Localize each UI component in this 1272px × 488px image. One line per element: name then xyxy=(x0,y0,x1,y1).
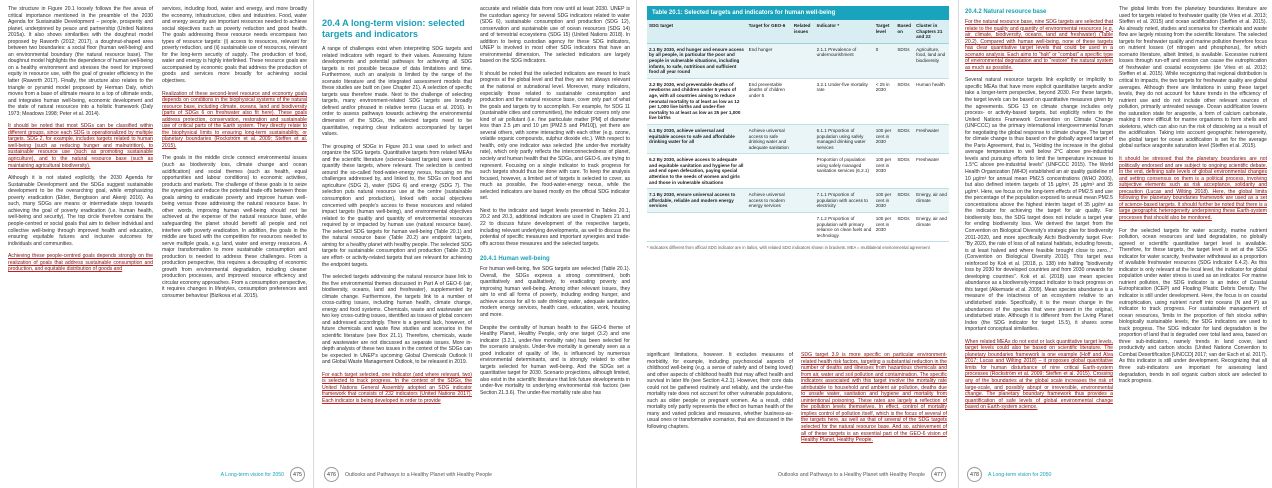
paragraph: Next to the indicator and target levels presented in Tables 20.1, 20.2 and 20.3, additional indicators are used in Chapters 21 and 22 to discuss future development of the respective targets, including relevant underlying developments, as well to discuss the potential of specific measures and important synergies and trade-offs across these measures and the selected targets. xyxy=(480,207,630,247)
paragraph: For human well-being, five SDG targets are selected (Table 20.1). Overall, the SDGs express a strong commitment, both quantitatively and qualitatively, to eradicating poverty and improving human well-being. Among other relevant issues, they aim to end all forms of poverty, including ending hunger, and achieve access for all to safe drinking water, adequate sanitation, modern energy services, health care, education, work, housing and more. xyxy=(480,266,630,318)
footer-text: A Long-term vision for 2050 xyxy=(220,471,284,478)
paragraph: The global limits from the planetary boundaries literature are used for targets related to freshwater quality (de Vries et al. 2013; Steffen et al. 2015) and ocean acidification (Steffen et al. 2015). As already noted, studies and scenarios for chemicals and waste flow are largely missing from the scientific literature. The selected targets for freshwater quality and marine pollution therefore focus on nutrient losses (of nitrogen and phosphorus), for which scenario literature, albeit limited, is available. Excessive nutrient losses through run-off and erosion can cause the eutrophication of freshwater and coastal ecosystems (de Vries et al. 2013; Steffen et al. 2015). While recognizing that regional distribution is critical to impacts, the two targets for freshwater quality are global averages. Although there are limitations in using these target levels, they do not account for future trends in the efficiency of nutrient use and do not include other relevant sources of pollution, primarily untreated sewage. Ocean acidification lowers the saturation state for aragonite, a form of calcium carbonate, making it more difficult for marine organisms to form shells and skeletons, which can also run the risk of dissolving as a result of the acidification. Taking into account geographic heterogeneity, the global target for ocean acidification is set for the average global surface aragonite saturation level (Steffen et al. 2015). xyxy=(1119,6,1267,150)
table-cell: 3.2 By 2030, end preventable deaths of newborns and children under 5 years of age, with all countries aiming to reduce neonatal mortality to at least as low as 12 per 1,000 live births and under-five mortality to at least as low as 25 per 1,000 live births xyxy=(647,78,747,124)
paragraph: For each target selected, one indicator (and where relevant, two) is selected to track progress. In the context of the SDGs, the United Nations General Assembly adopted an SDG indicator framework that consists of 232 indicators (United Nations 2017). Each indicator is being developed in order to provide xyxy=(322,371,472,404)
table-cell: SDGs xyxy=(895,189,914,213)
page-477-column-2 xyxy=(801,352,947,450)
table-cell: 6.1 By 2030, achieve universal and equitable access to safe and affordable drinking water for all xyxy=(647,124,747,153)
footer-text: Outlooks and Pathways to a Healthy Planet with Healthy People xyxy=(345,471,493,478)
table-cell xyxy=(792,189,815,213)
paragraph: It should be stressed that the planetary boundaries are not politically endorsed and are subject to ongoing scientific debate. In the end, defining safe levels of global environmental changes and setting consensus on them is a political process, involving subjective elements such as risk acceptance, solidarity and precaution (Lucas and Wilting 2018). Here, the global limits following the planetary boundaries framework are used as a set of science-based targets. It should further be noted that there is a large geographic heterogeneity underpinning these Earth-system processes that should also be monitored. xyxy=(1119,156,1267,221)
subsection-title: 20.4.2 Natural resource base xyxy=(965,9,1047,15)
table-cell xyxy=(792,213,815,242)
table-cell: Proportion of population using safely managed sanitation services (6.2.1) xyxy=(815,154,874,189)
table-cell: End hunger xyxy=(747,43,792,78)
table-row xyxy=(647,213,949,242)
page-475-column-2 xyxy=(162,6,307,306)
column-header: Related issues xyxy=(792,20,815,43)
paragraph: accurate and reliable data from now until at least 2030. UNEP is the custodian agency for several SDG indicators related to water (SDG 6), sustainable consumption and production (SDG 12), conservation and sustainable use of ocean resources (SDG 14) and of terrestrial ecosystems (SDG 15) (United Nations 2018). In addition to being custodian agency for these SDG indicators, UNEP is involved in most other SDG indicators that have an environmental dimension. The selected indicators are largely based on the SDG indicators. xyxy=(480,6,630,65)
paragraph: The selected targets addressing the natural resource base link to the five environmental themes discussed in Part A of GEO-6 (air, biodiversity, oceans, land and freshwater), supplemented by climate change. Furthermore, the targets link to a number of cross-cutting issues, including human health, climate change, energy and food systems. Chemicals, waste and wastewater are two key cross-cutting issues, identified as issues of global concern and addressed accordingly. There is a general lack, however, of future chemicals and waste flow studies and scenarios in the scientific literature (see Box 21.1). Therefore, chemicals, waste and wastewater are not discussed as separate issues. More in-depth analysis of these two issues in the context of the SDGs can be expected in UNEP's upcoming Global Chemicals Outlook II and Global Waste Management Outlook, to be released in 2019. xyxy=(322,274,472,366)
page-475 xyxy=(0,0,314,488)
page-477-footer xyxy=(778,467,946,482)
table-cell: Freshwater xyxy=(914,124,949,153)
table-20-1 xyxy=(647,6,949,250)
table-cell: 7.1.2 Proportion of population with primary reliance on clean fuels and technology xyxy=(815,213,874,242)
table-cell: 7.1.1 Proportion of population with access to electricity xyxy=(815,189,874,213)
table-cell: SDGs xyxy=(895,43,914,78)
table-cell: 100 per cent in 2030 xyxy=(874,213,896,242)
paragraph: It should be noted that most SDGs can be classified within different groups, since each SDG is operationalized by multiple targets. SDG 2, for example, includes targets related to human well-being (such as reducing hunger and malnutrition), to sustainable resource use (such as promoting sustainable agriculture), and to the natural resource base (such as maintaining agricultural biodiversity). xyxy=(8,123,153,169)
column-header: Target level xyxy=(874,20,896,43)
table-cell: 100 per cent in 2030 xyxy=(874,154,896,189)
table-cell xyxy=(792,124,815,153)
table-cell: SDGs xyxy=(895,213,914,242)
table-cell: Agriculture, food, land and biodiversity xyxy=(914,43,949,78)
page-476-column-1 xyxy=(322,6,472,410)
paragraph: When related MEAs do not exist or lack quantitative target levels, target levels could also be based on scientific literature. The planetary boundaries framework is one example (Hoff and Alva 2017; Lucas and Wilting 2018) – it proposes global quantitative limits for human disturbance of nine critical Earth-system processes (Rockström et al. 2009; Steffen et al. 2015). Crossing any of the boundaries at the global scale increases the risk of large-scale, and possibly abrupt or irreversible, environmental change. The planetary boundary framework thus provides a quantification of safe levels of global environmental change based on Earth-system science. xyxy=(965,338,1113,411)
page-478-footer xyxy=(967,467,1051,482)
page-476-footer xyxy=(324,467,492,482)
column-header: Based on xyxy=(895,20,914,43)
page-476-column-2 xyxy=(480,6,630,403)
table-row xyxy=(647,124,949,153)
table-cell: Energy, air and climate xyxy=(914,189,949,213)
page-475-column-1 xyxy=(8,6,153,279)
page-478-column-1 xyxy=(965,6,1113,417)
page-477 xyxy=(636,0,954,488)
paragraph: The grouping of SDGs in Figure 20.1 was used to select and organize the SDG targets. Quantitative targets from related MEAs and the scientific literature (science-based targets) were used to quantify these targets, where relevant. The selection is centred around the so-called food-water-energy nexus, focusing on the challenges addressed by, and linked to, the SDGs on food and agriculture (SDG 2), water (SDG 6) and energy (SDG 7). The selection puts natural resource use at the centre (sustainable consumption and production), linked with social objectives concerned with people's access to these resources and related impact targets (human well-being), and environmental objectives related to the quality and quantity of environmental resources required by or impacted by human use (natural resource base). The selected SDG targets for human well-being (Table 20.1) and the natural resource base (Table 20.2) are endpoint targets, aiming for a healthy planet with healthy people. The selected SDG targets for sustainable consumption and production (Table 20.3) are effort- or activity-related targets that are relevant for achieving the endpoint targets. xyxy=(322,143,472,268)
column-header: SDG target xyxy=(647,20,747,43)
table-row xyxy=(647,78,949,124)
page-478-column-2 xyxy=(1119,6,1267,391)
table-cell: Achieve universal access to safe drinking water and adequate sanitation xyxy=(747,124,792,153)
column-header: Indicator * xyxy=(815,20,874,43)
table-header-row xyxy=(647,20,949,43)
paragraph: Despite the centrality of human health to the GEO-6 theme of Healthy Planet, Healthy People, only one target (3.2) and one indicator (3.2.1, under-five mortality rate) has been selected for the scenario analysis. Under-five mortality is generally seen as a good indicator of quality of life, is influenced by numerous environmental determinants, and is strongly related to other targets selected for human well-being. And the SDGs set a quantitative target for 2030. Scenario projections, although limited, also exist in the scientific literature that link future developments in under-five mortality to underlying environmental risk factors (see Section 21.3.6). The under-five mortality rate also has xyxy=(480,324,630,396)
paragraph: The structure in Figure 20.1 loosely follows the five areas of critical importance mentioned in the preamble of the 2030 Agenda for Sustainable Development – people, prosperity and planet, underpinned by peace and partnership (United Nations 2015a). It also shows similarities with the doughnut model proposed by Raworth (2012; 2017), a doughnut-shaped area between two boundaries: a social floor (human well-being) and an environmental boundary (the natural resource base). The doughnut model highlights the dependence of human well-being on a healthy environment and stresses the need for improved equity in resource use, with the goal of greater efficiency in the latter (Raworth 2017). Finally, the structure also relates to the triangle or pyramid model proposed by Herman Daly, which moves from a base of ultimate means to a top of ultimate ends, and integrates human well-being, economic development and the state of natural resources into a holistic framework (Daly 1973; Meadows 1998; Peter et al. 2014). xyxy=(8,6,153,117)
paragraph: Realization of these second-level resource and economy goals depends on conditions in the biophysical systems of the natural resource base, including climate, oceans, land and biodiversity (parts of SDGs 6 on freshwater also fit here). These goals address protection, conservation, restoration and sustainable use of critical parts of the Earth system. They directly relate to the biophysical limits to ensuring long-term sustainability, or planetary boundaries (Rockström et al. 2009; Steffen et al. 2015). xyxy=(162,90,307,149)
table-cell xyxy=(747,154,792,189)
table-cell xyxy=(792,78,815,124)
footer-text: Outlooks and Pathways to a Healthy Planet with Healthy People xyxy=(777,471,925,478)
table-cell xyxy=(792,43,815,78)
table-cell: End preventable deaths of children under 5 xyxy=(747,78,792,124)
page-476 xyxy=(318,0,636,488)
paragraph: SDG target 3.9 is more specific on particular environment-related health risk factors, targeting a substantial reduction in the number of deaths and illnesses from hazardous chemicals and from air, water and soil pollution and contamination. The specific indicators associated with this target involve the mortality rate attributable to household and ambient air pollution, deaths due to unsafe water, sanitation and hygiene and mortality from unintentional poisoning. These rates are largely a reflection of the pollution levels themselves. In effect, control of mortality implies control of pollution itself, which is the focus of several of the targets here, as well as that of several of the SDG targets selected for the natural resource base. And so, achievement of all of these targets is an essential part of the GEO-6 vision of Healthy Planet, Healthy People. xyxy=(801,352,947,444)
page-number: 477 xyxy=(931,467,946,482)
paragraph: For the natural resource base, nine SDG targets are selected that relate to the quality and quantity of environmental resources (e.g. air, climate, biodiversity, oceans, land and freshwater) (Table 20.2). Compared with human well-being, none of these targets has clear quantitative target levels that could be used in a scenario analysis. Each aims to "halt" or "combat" a specific type of environmental degradation and to "restore" the natural system as much as possible. xyxy=(965,19,1113,71)
table-cell: 7.1 By 2030, ensure universal access to affordable, reliable and modern energy services xyxy=(647,189,747,213)
table-cell: SDGs xyxy=(895,154,914,189)
table-cell: 6.1.1 Proportion of population using safely managed drinking water services xyxy=(815,124,874,153)
page-477-column-1 xyxy=(647,352,793,437)
paragraph: A range of challenges exist when interpreting SDG targets and related indicators with regard to their values. Assessing future developments and potential pathways for achieving all SDG targets is not possible because of data limitations and time. Furthermore, such an analysis is limited by the range of the scenario literature and the integrated assessment models that these studies are built on (see Chapter 21). A selection of specific targets was therefore made. Next to the challenge of selecting targets, many environment-related SDG targets are broadly defined and/or phrased in relative terms (Lucas et al. 2016). In order to assess pathways towards achieving the environmental dimension of the SDGs, the selected targets need to be quantitative, requiring clear indicators accompanied by target values. xyxy=(322,46,472,138)
table-cell: SDGs xyxy=(895,124,914,153)
table-cell: 100 per cent in 2030 xyxy=(874,189,896,213)
table-row xyxy=(647,189,949,213)
targets-table xyxy=(647,20,949,242)
paragraph: significant limitations, however. It excludes measures of morbidity, for example, including psychosocial aspects of childhood well-being (e.g. a sense of safety and of being loved) and other aspects of childhood health that may affect health and survival in later life (see Section 4.2.1). However, their core data could not be gathered routinely and reliably, and the under-five mortality rate does not account for other vulnerable populations, such as older people or pregnant women. As a result, child mortality only partly represents the effect on human health of the many and varied policies and measures, whether business-as-usual ones or transformative scenarios, that are discussed in the following chapters. xyxy=(647,352,793,431)
table-cell: SDGs xyxy=(895,78,914,124)
table-cell: < 25 in 2030 xyxy=(874,78,896,124)
paragraph: For the selected targets for water scarcity, marine nutrient pollution, ocean resources and land degradation, no globally agreed or scientific quantitative target level is available. Therefore, for these targets, the target level is set at the SDG indicator for water scarcity, freshwater withdrawal as a proportion of available freshwater resources (SDG indicator 6.4.2). As this indicator is only relevant at the local level, the indicator for global population under water stress is used as an indicator. For marine nutrient pollution, the SDG indicator is an index of Coastal Eutrophication (ICEP) and Floating Plastic Debris Density. The indicator is still under development. Here, the focus is on coastal eutrophication, using nutrient runoff into oceans (N and P) as indicator to track progress. For sustainable management of ocean resources, 'limits in the proportion of fish stocks within biologically sustainable levels, the SDG indicators are used to track progress. The SDG indicator for land degradation is the proportion of land that is degraded over total land area, based on three sub-indicators, namely trends in land cover, land productivity and carbon stocks (United Nations Convention to Combat Desertification [UNCCD] 2017; van der Esch et al. 2017). As this indicator is still under development. Recognizing that all three sub-indicators are important for assessing land degradation, trends in soil organic carbon stock are selected to track progress. xyxy=(1119,227,1267,385)
table-cell: Energy, air and climate xyxy=(914,213,949,242)
paragraph: It should be noted that the selected indicators are meant to track progress at the global level and that they are not always relevant at the national or subnational level. Moreover, many indicators, especially those related to sustainable consumption and production and the natural resource base, cover only part of what the goals and targets try to accomplish. For example, for SDG 11 (sustainable cities and communities), the indicator covers only one kind of air pollutant (i.e. fine particulate matter [PM] of diameter less than 2.5 μm and 10 μm [PM2.5 and PM10]), yet there are several others, with some interacting with each other (e.g. ozone, volatile organic compounds, sulphur dioxide etc.). With respect to health, only one indicator was selected (the under-five mortality rate), which only partly reflects the interconnectedness of planet, society and human health that the SDGs, and GEO-6, are trying to represent. Focusing on a single indicator to track progress for such targets should thus be done with care. To keep the analysis focused, however, a limited set of targets is selected to cover, as much as possible, the food-water-energy nexus, while the selected indicators are based mostly on the official SDG indicator set. xyxy=(480,70,630,202)
paragraph: Several natural resource targets link explicitly or implicitly to specific MEAs that have more explicit quantitative targets and/or take a longer-term perspective, beyond 2030. For these targets, the target levels can be based on quantitative measures given by the agreements. SDG 13 on climate change includes only process- or activity-based targets, but explicitly refers to the United Nations Framework Convention on Climate Change (UNFCCC) as the primary international intergovernmental forum for negotiating the global response to climate change. The target for climate change is thus based on the globally agreed target of the Paris Agreement, that is, "Holding the increase in the global average temperature to well below 2°C above pre-industrial levels and pursuing efforts to limit the temperature increase to 1.5°C above pre-industrial levels" (UNFCCC 2015). The World Health Organization (WHO) established an air quality guideline of 10 μg/m³ for annual mean PM2.5 concentrations (WHO 2006), but also defined interim targets of 15 μg/m³, 25 μg/m³ and 35 μg/m³. Here, we focus on the long-term effects of PM2.5 and use the percentage of the population exposed to annual mean PM2.5 concentrations above the highest interim target of 35 μg/m³ as the indicator for achieving the target for air quality. For biodiversity loss, the SDG target does not include a target year for ending biodiversity loss. We derived the target from the Convention on Biological Diversity's strategic plan for biodiversity 2011-2020, and more specifically Aichi Biodiversity target Five: "By 2020, the rate of loss of all natural habitats, including forests, is at least halved and where feasible brought close to zero..." (Convention on Biological Diversity 2010). This target was reinforced by Kok et al. (2018, p. 138) into halting "biodiversity loss by 2030 for developed countries and from 2030 onwards for developing countries". Kok et al. (2018) use mean species abundance as a biodiversity-impact indicator to track progress on this target (Alkemade et al. 2009). Mean species abundance is a measure of the intactness of an ecosystem relative to an undisturbed state. Specifically, it is the mean change in the abundances of the species that were present in the original, undisturbed state. Although it is different from the Living Planet Index (the SDG indicator for target 15.5), it shares some important conceptual similarities. xyxy=(965,77,1113,333)
footer-text: A Long-term vision for 2050 xyxy=(988,471,1052,478)
table-cell: Human health xyxy=(914,78,949,124)
page-number: 475 xyxy=(290,467,305,482)
table-cell: Freshwater xyxy=(914,154,949,189)
table-cell: 3.2.1 Under-five mortality rate xyxy=(815,78,874,124)
table-cell: 6.2 By 2030, achieve access to adequate and equitable sanitation and hygiene for all and end open defecation, paying special attention to the needs of women and girls and those in vulnerable situations xyxy=(647,154,747,189)
paragraph: Although it is not stated explicitly, the 2030 Agenda for Sustainable Development and the SDGs suggest sustainable development to be the overarching goal, while emphasizing poverty eradication (Elder, Bengtsson and Akenji 2016). As such, many SDGs are means or intermediate steps towards achieving the goal of poverty eradication (i.e. human health, well-being and security). The top circle therefore contains the people-centred or social goals that aim to deliver individual and collective well-being through improved health and education, ensuring equitable futures and inclusive outcomes for individuals and communities. xyxy=(8,175,153,247)
paragraph: services, including food, water and energy, and more broadly the economy, infrastructure, cities and industries. Food, water and energy security are important resources needed to achieve social objectives such as poverty reduction and good health. The goals addressing these resource needs encompass two types of resource targets: (i) access to resources, relevant for poverty reduction, and (ii) sustainable use of resources, relevant for the long-term security of supply. The production of food, water and energy is highly interlinked. These resource goals are accompanied by economic goals that address the production of goods and services more broadly for achieving social objectives. xyxy=(162,6,307,85)
column-header: Target for GEO-6 xyxy=(747,20,792,43)
table-cell: 2.1 By 2030, end hunger and ensure access by all people, in particular the poor and people in vulnerable situations, including infants, to safe, nutritious and sufficient food all year round xyxy=(647,43,747,78)
paragraph: The goals in the middle circle connect environmental issues (such as biodiversity loss, climate change and ocean acidification) and social themes (such as health, equal opportunities and labour conditions) to economic activities, products and markets. The challenge of these goals is to seize the synergies and reduce the potential trade-offs between those goals aiming to eradicate poverty and improve human well-being versus those addressing the natural resource base. In other words, improving human well-being should not be achieved at the expense of the natural resource base, while safeguarding the planet should benefit all people and not interfere with poverty eradication. In addition, the goals in the middle are faced with the competition for resources needed to serve multiple goals, e.g. land, water and energy resources. A major transformation to more sustainable consumption and production is needed to address these challenges. From a production perspective, this requires a decoupling of economic growth from environmental degradation, including cleaner production processes, and improved resource efficiency and circular economy approaches. From a consumption perspective, it requires changes in lifestyles, consumption preferences and consumer behaviour (Bizikova et al. 2015). xyxy=(162,155,307,299)
subsection-title: 20.4.1 Human well-being xyxy=(480,256,550,263)
table-cell: 2.1.1 Prevalence of undernourishment xyxy=(815,43,874,78)
page-number: 476 xyxy=(324,467,339,482)
section-title: 20.4 A long-term vision: selected targets and indicators xyxy=(322,18,465,39)
page-number: 478 xyxy=(967,467,982,482)
table-note: * Indicators different from official SDG indicator are in italics, with related SDG indicators shown in brackets. MEA = multilateral environmental agreement xyxy=(647,245,930,251)
table-cell xyxy=(792,154,815,189)
table-cell: 0 xyxy=(874,43,896,78)
table-cell: Achieve universal access to modern energy services xyxy=(747,189,792,213)
page-478 xyxy=(958,0,1272,488)
table-title: Table 20.1: Selected targets and indicators for human well-being xyxy=(647,6,949,20)
table-cell: 100 per cent in 2030 xyxy=(874,124,896,153)
table-row xyxy=(647,154,949,189)
table-row xyxy=(647,43,949,78)
table-cell xyxy=(747,213,792,242)
page-475-footer xyxy=(221,467,305,482)
table-cell xyxy=(647,213,747,242)
column-header: Cluster in Chapters 21 and 22 xyxy=(914,20,949,43)
paragraph: Achieving these people-centred goals depends strongly on the realization of goals that address sustainable consumption and production, and equitable distribution of goods and xyxy=(8,253,153,273)
